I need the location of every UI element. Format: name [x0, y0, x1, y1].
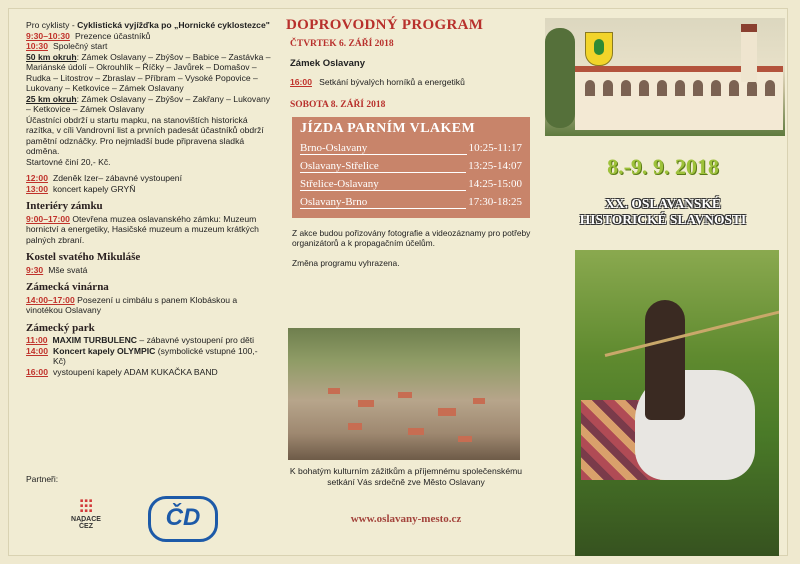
section-heading-kostel: Kostel svatého Mikuláše	[26, 251, 141, 263]
place-heading: Zámek Oslavany	[290, 58, 365, 69]
cover-column	[543, 18, 788, 558]
brochure-sheet	[8, 8, 788, 556]
schedule-row: 13:00 koncert kapely GRYŇ	[26, 183, 136, 194]
schedule-row: 10:30 Společný start	[26, 41, 108, 51]
route-note: Účastníci obdrží u startu mapku, na stanovištích historická razítka, v cíli Vandrovní list a prvních padesát účastníků obdrží pamětní odznáčky. Pro nejmladší bude připravena sladká odměna.	[26, 114, 264, 156]
section-heading-park: Zámecký park	[26, 321, 95, 334]
schedule-row: 9:30 Mše svatá	[26, 264, 88, 275]
invitation-text: K bohatým kulturním zážitkům a příjemnému společenskému setkání Vás srdečně zve Město Oslavany	[289, 466, 523, 487]
interiory-text: 9:00–17:00 Otevřena muzea oslavanského zámku: Muzeum hornictví a energetiky, Hasičské muzeum a muzeum krátkých palných zbraní.	[26, 213, 259, 245]
website-link[interactable]: www.oslavany-mesto.cz	[350, 513, 462, 525]
vinarna-text: 14:00–17:00 Posezení u cimbálu s panem Klobáskou a vinotékou Oslavany	[26, 294, 238, 315]
section-heading-vinarna: Zámecká vinárna	[26, 281, 109, 293]
festival-date: 8.-9. 9. 2018	[607, 154, 719, 179]
castle-photo	[545, 18, 785, 136]
schedule-row: 11:00 MAXIM TURBULENC – zábavné vystoupení pro děti	[26, 335, 255, 345]
day-heading-saturday: SOBOTA 8. ZÁŘÍ 2018	[290, 100, 386, 110]
train-row: Střelice-Oslavany 14:25-15:00	[300, 178, 522, 190]
event-row: 16:00 Setkání bývalých horníků a energetiků	[290, 77, 465, 87]
partners-label: Partneři:	[26, 474, 59, 484]
photo-notice: Z akce budou pořizovány fotografie a videozáznamy pro potřeby organizátorů a k propagačním účelům.	[292, 228, 531, 248]
steam-train-title: JÍZDA PARNÍM VLAKEM	[300, 121, 476, 136]
cycling-title: Cyklistická vyjížďka po „Hornické cyklostezce"	[77, 20, 270, 30]
coat-of-arms-icon	[585, 32, 613, 66]
program-column	[26, 20, 271, 377]
town-aerial-photo	[288, 328, 520, 460]
program-change-notice: Změna programu vyhrazena.	[292, 258, 400, 268]
route-50: 50 km okruh: Zámek Oslavany – Zbýšov – Babice – Zastávka – Mariánské údolí – Okrouhlík – Říčky – Javůrek – Domašov – Rudka – Litostrov – Zbraslav – Příbram – Vysoké Popovice – Lukovany – Ketkovice – Zámek Oslavany	[26, 51, 271, 93]
section-heading-interiory: Interiéry zámku	[26, 200, 103, 212]
festival-title: XX. OSLAVANSKÉ HISTORICKÉ SLAVNOSTI	[579, 196, 747, 227]
schedule-row: 14:00 Koncert kapely OLYMPIC (symbolické vstupné 100,- Kč)	[26, 345, 258, 366]
cycling-intro: Pro cyklisty - Cyklistická vyjížďka po „Hornické cyklostezce"	[26, 20, 270, 30]
train-row: Oslavany-Brno 17:30-18:25	[300, 196, 522, 208]
knight-photo	[575, 250, 779, 556]
fee-text: Startovné činí 20,- Kč.	[26, 156, 111, 167]
ceske-drahy-logo: ČD	[148, 496, 218, 542]
train-row: Brno-Oslavany 10:25-11:17	[300, 142, 522, 154]
schedule-row: 9:30–10:30 Prezence účastníků	[26, 30, 151, 41]
cez-mark-icon: ⫶⫶⫶	[79, 497, 93, 517]
steam-train-box	[292, 117, 530, 218]
schedule-row: 12:00 Zdeněk Izer– zábavné vystoupení	[26, 173, 182, 183]
train-row: Oslavany-Střelice 13:25-14:07	[300, 160, 522, 172]
day-heading-thursday: ČTVRTEK 6. ZÁŘÍ 2018	[290, 39, 394, 49]
nadace-cez-logo: ⫶⫶⫶ NADACE ČEZ	[64, 498, 108, 530]
route-25: 25 km okruh: Zámek Oslavany – Zbýšov – Zakřany – Lukovany – Ketkovice – Zámek Oslavany	[26, 93, 271, 114]
schedule-row: 16:00 vystoupení kapely ADAM KUKAČKA BAND	[26, 366, 218, 377]
side-program-column	[286, 17, 536, 525]
side-program-title: DOPROVODNÝ PROGRAM	[286, 17, 484, 33]
